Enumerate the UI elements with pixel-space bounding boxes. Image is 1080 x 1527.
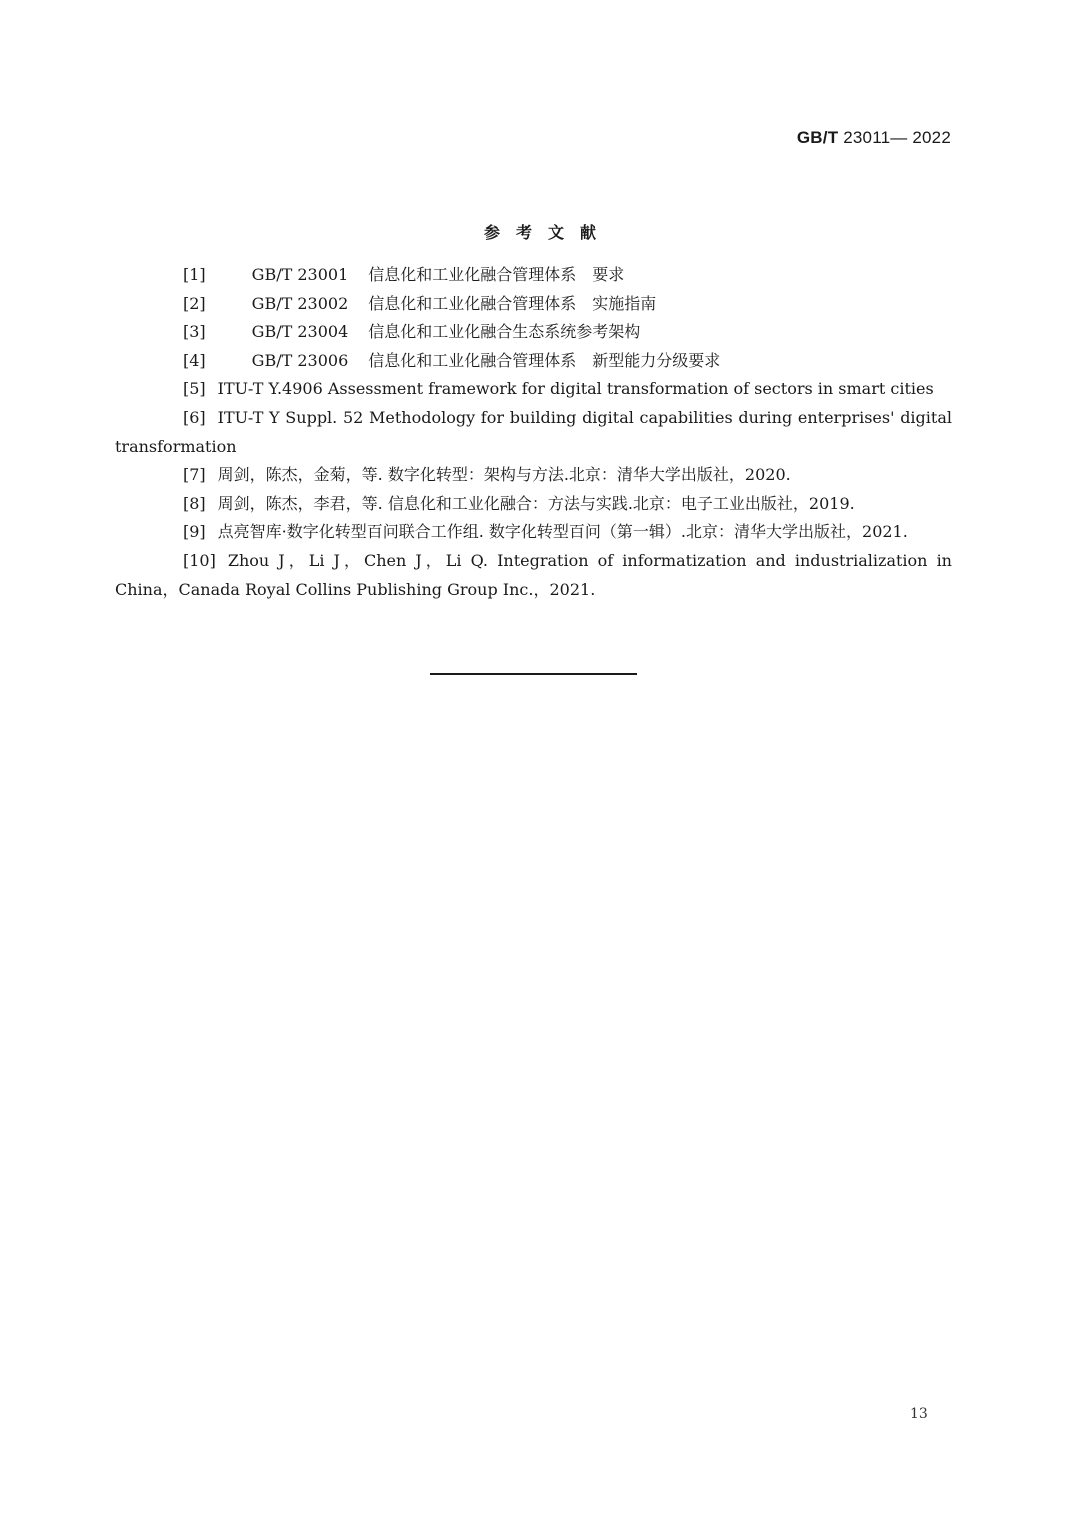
reference-standard-code: GB/T 23001 [251,265,349,284]
reference-number: [10] [183,550,216,570]
reference-item-8 [115,490,952,519]
document-code-number: 23011— 2022 [843,128,951,147]
reference-item-4 [115,347,952,376]
reference-text: Zhou J，Li J，Chen J，Li Q. Integration of informatization and industrialization in China，Canada Royal Collins Publishing Group Inc.，2021. [115,550,952,599]
reference-item-1 [115,261,952,290]
reference-item-6 [115,404,952,461]
reference-title: 信息化和工业化融合管理体系 [368,265,577,284]
reference-list [115,261,952,604]
reference-subtitle: 新型能力分级要求 [592,350,721,370]
reference-title: 信息化和工业化融合管理体系 [368,293,577,313]
reference-item-3 [115,318,952,347]
reference-text: 周剑，陈杰，金菊，等. 数字化转型：架构与方法.北京：清华大学出版社，2020. [217,465,791,485]
reference-text: ITU-T Y.4906 Assessment framework for digital transformation of sectors in smart cities [217,379,934,399]
reference-standard-code: GB/T 23002 [251,293,349,313]
reference-text: ITU-T Y Suppl. 52 Methodology for building digital capabilities during enterprises' digital transformation [115,407,952,456]
reference-item-10 [115,547,952,604]
end-rule-divider [430,673,637,675]
reference-item-9 [115,518,952,547]
reference-number: [3] [183,322,206,342]
reference-text: 点亮智库·数字化转型百问联合工作组. 数字化转型百问（第一辑）.北京：清华大学出版社，2021. [217,522,908,542]
reference-title: 信息化和工业化融合管理体系 [368,350,577,370]
reference-text: 周剑，陈杰，李君，等. 信息化和工业化融合：方法与实践.北京：电子工业出版社，2019. [217,493,855,513]
reference-number: [9] [183,522,206,542]
reference-subtitle: 要求 [592,265,625,284]
reference-item-2 [115,290,952,319]
reference-number: [2] [183,293,206,313]
page-number: 13 [910,1406,928,1422]
reference-item-7 [115,461,952,490]
reference-number: [4] [183,350,206,370]
document-code [797,128,951,148]
reference-subtitle: 实施指南 [592,293,657,313]
reference-number: [1] [183,265,206,284]
reference-title: 信息化和工业化融合生态系统参考架构 [368,322,641,342]
reference-number: [5] [183,379,206,399]
reference-number: [6] [183,407,206,427]
reference-item-5 [115,375,952,404]
reference-number: [8] [183,493,206,513]
document-code-prefix: GB/T [796,128,839,147]
section-title: 参考文献 [483,223,612,242]
reference-standard-code: GB/T 23004 [251,322,349,342]
reference-standard-code: GB/T 23006 [251,350,349,370]
reference-number: [7] [183,465,206,485]
